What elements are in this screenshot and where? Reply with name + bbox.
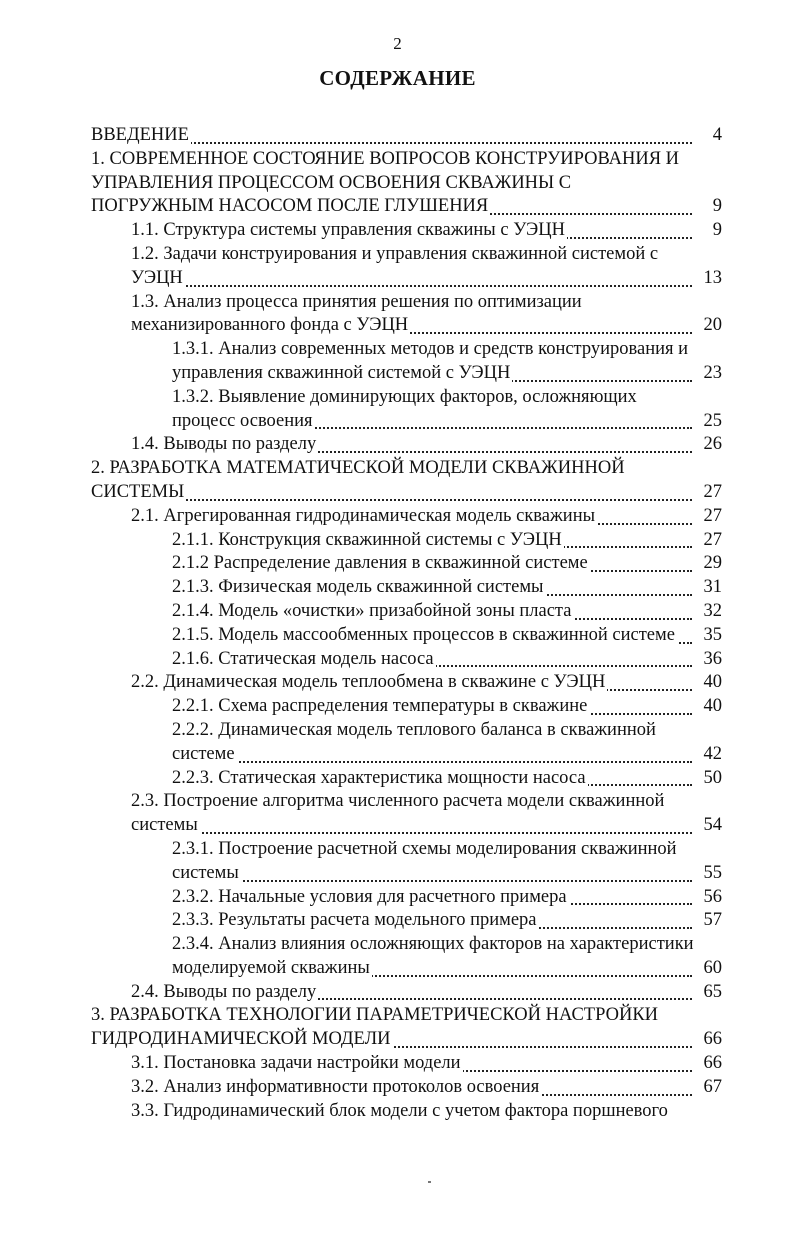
toc-leader-line	[172, 600, 722, 624]
toc-entry-text: моделируемой скважины	[172, 957, 370, 978]
toc-entry[interactable]	[91, 695, 722, 719]
toc-entry[interactable]	[91, 457, 722, 505]
toc-leader-line	[91, 124, 722, 148]
toc-entry-text: 2.3.1. Построение расчетной схемы моделирования скважинной	[172, 838, 677, 859]
dot-leader	[131, 832, 692, 834]
toc-page-number: 25	[703, 410, 723, 434]
toc-entry-text: 2. РАЗРАБОТКА МАТЕМАТИЧЕСКОЙ МОДЕЛИ СКВАЖИННОЙ	[91, 458, 625, 479]
toc-leader-line	[172, 410, 722, 434]
toc-entry-text: 1. СОВРЕМЕННОЕ СОСТОЯНИЕ ВОПРОСОВ КОНСТРУИРОВАНИЯ И	[91, 148, 680, 169]
toc-leader-line	[91, 1028, 722, 1052]
toc-entry-text: 2.1.2 Распределение давления в скважинной системе	[172, 553, 588, 574]
toc-entry-text: 2.3. Построение алгоритма численного расчета модели скважинной	[131, 791, 665, 812]
toc-leader-line	[131, 433, 722, 457]
toc-entry-text: 1.3. Анализ процесса принятия решения по оптимизации	[131, 291, 582, 312]
toc-entry-text: 2.1.5. Модель массообменных процессов в скважинной системе	[172, 624, 675, 645]
toc-page-number: 13	[703, 267, 723, 291]
toc-entry[interactable]	[91, 505, 722, 529]
toc-entry-text: 1.2. Задачи конструирования и управления скважинной системой с	[131, 243, 659, 264]
toc-page-number: 65	[703, 981, 723, 1005]
toc-leader-line	[172, 695, 722, 719]
toc-entry[interactable]	[91, 386, 722, 434]
toc-entry-text: 3.1. Постановка задачи настройки модели	[131, 1053, 461, 1074]
toc-entry[interactable]	[91, 1004, 722, 1052]
toc-page-number: 66	[703, 1052, 723, 1076]
toc-page-number: 56	[703, 886, 723, 910]
dot-leader	[131, 285, 692, 287]
toc-leader-line	[131, 1076, 722, 1100]
toc-entry[interactable]	[91, 671, 722, 695]
toc-entry-text: ВВЕДЕНИЕ	[91, 125, 189, 145]
toc-entry[interactable]	[91, 624, 722, 648]
toc-entry-text: 2.1.4. Модель «очистки» призабойной зоны пласта	[172, 600, 572, 621]
toc-entry[interactable]	[91, 291, 722, 339]
toc-entry[interactable]	[91, 552, 722, 576]
toc-entry[interactable]	[91, 790, 722, 838]
toc-entry[interactable]	[91, 576, 722, 600]
toc-entry-text: 1.1. Структура системы управления скважины с УЭЦН	[131, 220, 565, 241]
toc-entry-text: 3.2. Анализ информативности протоколов освоения	[131, 1076, 540, 1097]
toc-leader-line	[172, 767, 722, 791]
toc-leader-line	[172, 743, 722, 767]
toc-page-number: 66	[703, 1028, 723, 1052]
toc-entry-text: 1.3.2. Выявление доминирующих факторов, осложняющих	[172, 386, 637, 407]
toc-leader-line	[91, 195, 722, 219]
toc-page-number: 9	[712, 195, 722, 219]
toc-entry[interactable]	[91, 219, 722, 243]
toc-entry-text: процесс освоения	[172, 410, 313, 431]
toc-leader-line	[131, 267, 722, 291]
toc-page-number: 40	[703, 671, 723, 695]
table-of-contents	[91, 124, 722, 1123]
toc-page-number: 4	[712, 124, 722, 148]
toc-page-number: 55	[703, 862, 723, 886]
toc-page-number: 20	[703, 314, 723, 338]
toc-page-number: 50	[703, 767, 723, 791]
toc-leader-line	[172, 576, 722, 600]
toc-leader-line	[131, 314, 722, 338]
toc-leader-line	[172, 552, 722, 576]
toc-entry[interactable]	[91, 338, 722, 386]
toc-entry-text: 2.2.1. Схема распределения температуры в скважине	[172, 696, 588, 717]
toc-entry-text: 1.4. Выводы по разделу	[131, 434, 317, 455]
toc-entry-text: 3.3. Гидродинамический блок модели с учетом фактора поршневого	[131, 1100, 668, 1121]
toc-page-number: 26	[703, 433, 723, 457]
toc-entry[interactable]	[91, 719, 722, 767]
toc-entry-text: механизированного фонда с УЭЦН	[131, 315, 409, 336]
toc-page-number: 54	[703, 814, 723, 838]
toc-leader-line	[172, 624, 722, 648]
toc-leader-line	[172, 648, 722, 672]
page-number: 2	[393, 34, 402, 53]
toc-page-number: 29	[703, 552, 723, 576]
toc-entry[interactable]	[91, 529, 722, 553]
toc-leader-line	[131, 1052, 722, 1076]
toc-page-number: 42	[703, 743, 723, 767]
toc-entry-text: 2.2.2. Динамическая модель теплового баланса в скважинной	[172, 719, 656, 740]
toc-entry-text: 2.1.1. Конструкция скважинной системы с УЭЦН	[172, 529, 562, 550]
toc-entry-text: 2.3.2. Начальные условия для расчетного примера	[172, 886, 567, 907]
toc-entry-text: системе	[172, 743, 235, 764]
toc-entry[interactable]	[91, 886, 722, 910]
toc-page-number: 60	[703, 957, 723, 981]
toc-page-number: 23	[703, 362, 723, 386]
toc-entry-text: 2.4. Выводы по разделу	[131, 981, 317, 1002]
toc-entry[interactable]	[91, 1052, 722, 1076]
dot-leader	[172, 880, 692, 882]
toc-page-number: 32	[703, 600, 723, 624]
toc-entry-text: 2.1. Агрегированная гидродинамическая модель скважины	[131, 505, 596, 526]
toc-entry-text: ПОГРУЖНЫМ НАСОСОМ ПОСЛЕ ГЛУШЕНИЯ	[91, 196, 489, 217]
toc-entry-text: 1.3.1. Анализ современных методов и средств конструирования и	[172, 339, 689, 360]
toc-entry-text: 3. РАЗРАБОТКА ТЕХНОЛОГИИ ПАРАМЕТРИЧЕСКОЙ НАСТРОЙКИ	[91, 1005, 659, 1026]
toc-entry-text: 2.2.3. Статическая характеристика мощности насоса	[172, 767, 586, 788]
toc-entry-text: ГИДРОДИНАМИЧЕСКОЙ МОДЕЛИ	[91, 1029, 391, 1050]
toc-leader-line	[172, 886, 722, 910]
toc-entry[interactable]	[91, 433, 722, 457]
toc-entry[interactable]	[91, 933, 722, 981]
toc-leader-line	[172, 362, 722, 386]
toc-entry[interactable]	[91, 600, 722, 624]
toc-entry[interactable]	[91, 981, 722, 1005]
toc-page-number: 67	[703, 1076, 723, 1100]
toc-page-number: 27	[703, 505, 723, 529]
toc-leader-line	[131, 981, 722, 1005]
toc-entry[interactable]	[91, 1100, 722, 1124]
toc-entry-text: 2.3.4. Анализ влияния осложняющих факторов на характеристики	[172, 934, 694, 955]
toc-entry-text: управления скважинной системой с УЭЦН	[172, 362, 511, 383]
toc-leader-line	[172, 529, 722, 553]
toc-page-number: 9	[712, 219, 722, 243]
toc-page-number: 36	[703, 648, 723, 672]
toc-entry[interactable]	[91, 243, 722, 291]
toc-leader-line	[131, 505, 722, 529]
toc-entry-text: 2.1.3. Физическая модель скважинной системы	[172, 577, 544, 598]
toc-entry[interactable]	[91, 124, 722, 148]
toc-entry[interactable]	[91, 909, 722, 933]
toc-leader-line	[91, 481, 722, 505]
page-title: СОДЕРЖАНИЕ	[319, 66, 476, 90]
toc-entry-text: УЭЦН	[131, 267, 183, 288]
toc-entry-text: системы	[172, 862, 239, 883]
toc-page-number: 27	[703, 481, 723, 505]
toc-entry-text: системы	[131, 815, 198, 836]
toc-page-number: 31	[703, 576, 723, 600]
toc-entry[interactable]	[91, 838, 722, 886]
toc-entry[interactable]	[91, 148, 722, 219]
dot-leader	[172, 761, 692, 763]
toc-entry[interactable]	[91, 767, 722, 791]
toc-leader-line	[131, 814, 722, 838]
toc-page-number: 57	[703, 909, 723, 933]
toc-entry-text: 2.3.3. Результаты расчета модельного примера	[172, 910, 537, 931]
toc-leader-line	[131, 671, 722, 695]
toc-page-number: 35	[703, 624, 723, 648]
toc-leader-line	[172, 862, 722, 886]
toc-page-number: 27	[703, 529, 723, 553]
toc-entry-text: СИСТЕМЫ	[91, 481, 185, 502]
toc-entry[interactable]	[91, 1076, 722, 1100]
toc-page-number: 40	[703, 695, 723, 719]
toc-leader-line	[172, 909, 722, 933]
toc-entry-text: 2.1.6. Статическая модель насоса	[172, 648, 434, 669]
toc-leader-line	[172, 957, 722, 981]
toc-entry[interactable]	[91, 648, 722, 672]
toc-entry-text: УПРАВЛЕНИЯ ПРОЦЕССОМ ОСВОЕНИЯ СКВАЖИНЫ С	[91, 172, 572, 193]
toc-entry-text: 2.2. Динамическая модель теплообмена в скважине с УЭЦН	[131, 672, 606, 693]
scan-speck	[428, 1181, 431, 1183]
toc-leader-line	[131, 219, 722, 243]
